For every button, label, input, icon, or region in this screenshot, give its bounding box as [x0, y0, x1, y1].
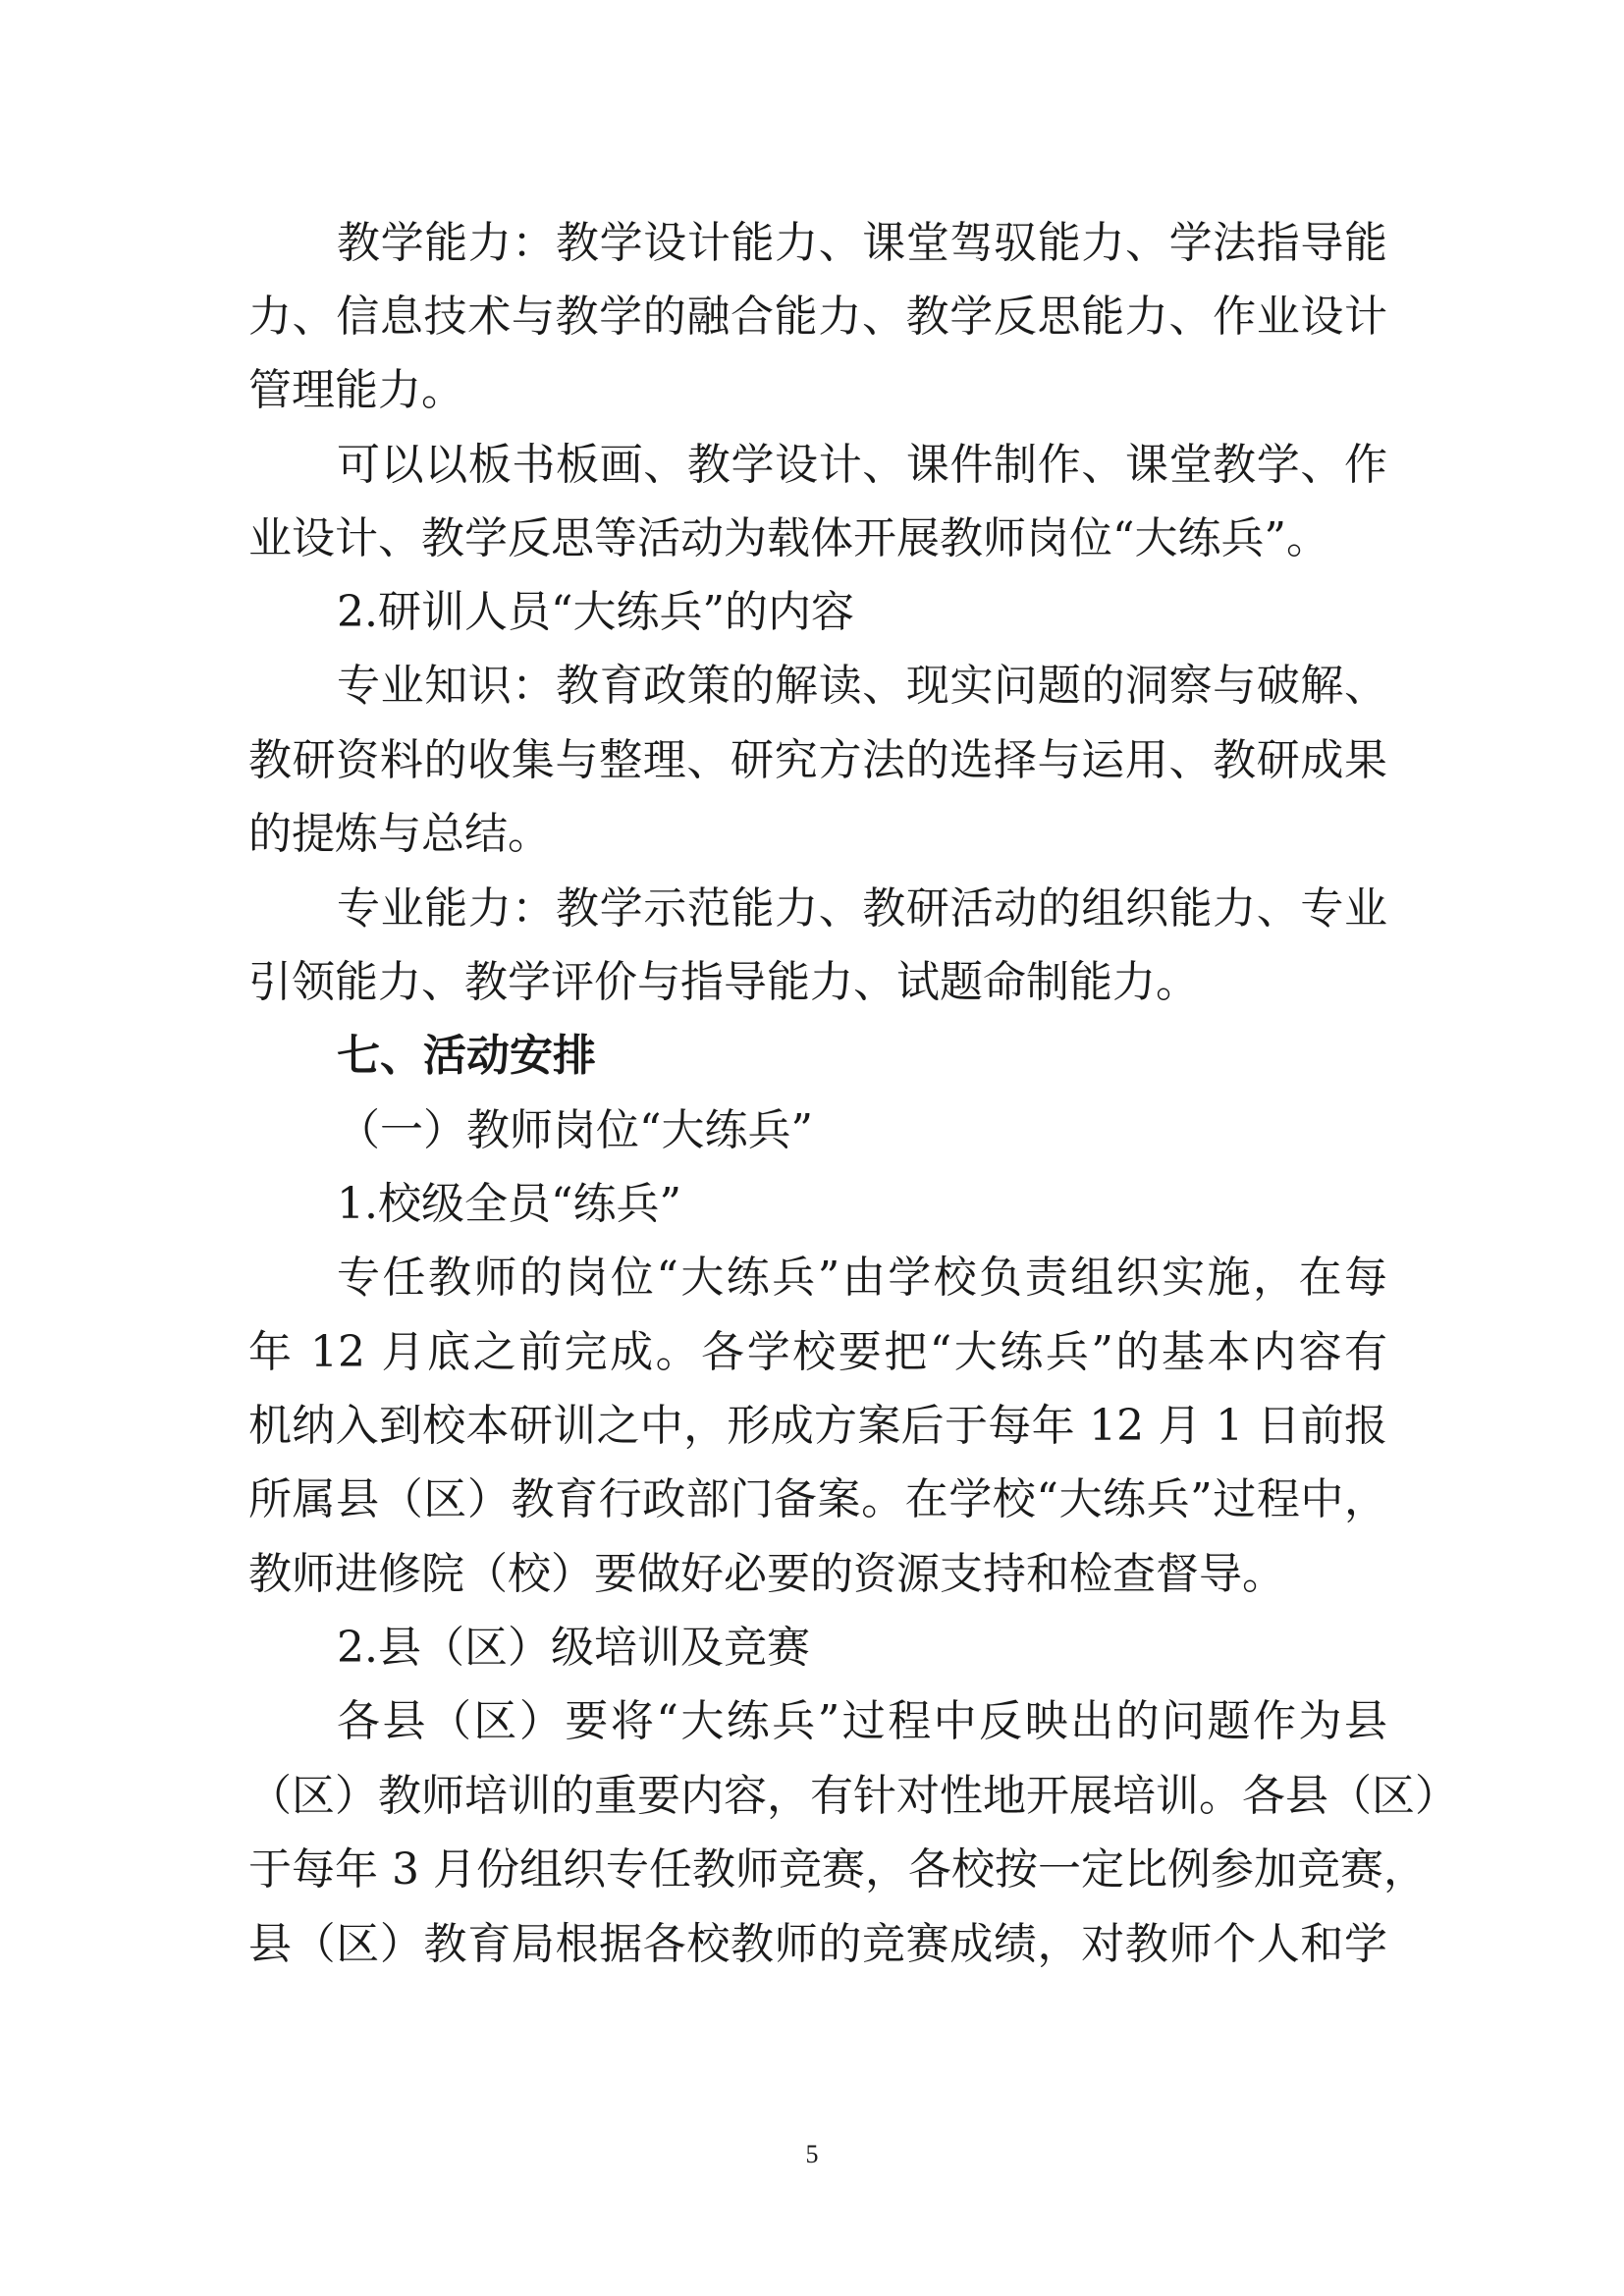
professional-ability-line-1: 专业能力：教学示范能力、教研活动的组织能力、专业 — [337, 883, 1387, 934]
section-heading-activity-arrangement: 七、活动安排 — [337, 1031, 596, 1081]
teaching-ability-line-3: 管理能力。 — [248, 365, 464, 415]
researcher-content-subheading: 2.研训人员“大练兵”的内容 — [337, 587, 854, 637]
teaching-ability-line-2: 力、信息技术与教学的融合能力、教学反思能力、作业设计 — [248, 292, 1387, 342]
page-number: 5 — [805, 2140, 819, 2168]
professional-ability-line-2: 引领能力、教学评价与指导能力、试题命制能力。 — [248, 957, 1199, 1007]
activity-carrier-line-2: 业设计、教学反思等活动为载体开展教师岗位“大练兵”。 — [248, 513, 1329, 563]
county-training-line-3: 于每年 3 月份组织专任教师竞赛，各校按一定比例参加竞赛， — [248, 1844, 1427, 1895]
school-drill-line-2: 年 12 月底之前完成。各学校要把“大练兵”的基本内容有 — [248, 1327, 1387, 1377]
school-drill-line-3: 机纳入到校本研训之中，形成方案后于每年 12 月 1 日前报 — [248, 1401, 1387, 1451]
item-heading-county-level: 2.县（区）级培训及竞赛 — [337, 1623, 810, 1673]
teaching-ability-line-1: 教学能力：教学设计能力、课堂驾驭能力、学法指导能 — [337, 218, 1387, 268]
professional-knowledge-line-1: 专业知识：教育政策的解读、现实问题的洞察与破解、 — [337, 661, 1387, 711]
county-training-line-2: （区）教师培训的重要内容，有针对性地开展培训。各县（区） — [248, 1771, 1458, 1821]
county-training-line-4: 县（区）教育局根据各校教师的竞赛成绩，对教师个人和学 — [248, 1919, 1387, 1969]
school-drill-line-1: 专任教师的岗位“大练兵”由学校负责组织实施，在每 — [337, 1253, 1387, 1303]
school-drill-line-5: 教师进修院（校）要做好必要的资源支持和检查督导。 — [248, 1549, 1285, 1599]
activity-carrier-line-1: 可以以板书板画、教学设计、课件制作、课堂教学、作 — [337, 440, 1387, 490]
professional-knowledge-line-3: 的提炼与总结。 — [248, 809, 551, 859]
school-drill-line-4: 所属县（区）教育行政部门备案。在学校“大练兵”过程中， — [248, 1474, 1387, 1524]
county-training-line-1: 各县（区）要将“大练兵”过程中反映出的问题作为县 — [337, 1696, 1387, 1746]
professional-knowledge-line-2: 教研资料的收集与整理、研究方法的选择与运用、教研成果 — [248, 735, 1387, 785]
item-heading-school-level: 1.校级全员“练兵” — [337, 1179, 681, 1229]
subsection-heading-teacher-drill: （一）教师岗位“大练兵” — [337, 1105, 813, 1155]
